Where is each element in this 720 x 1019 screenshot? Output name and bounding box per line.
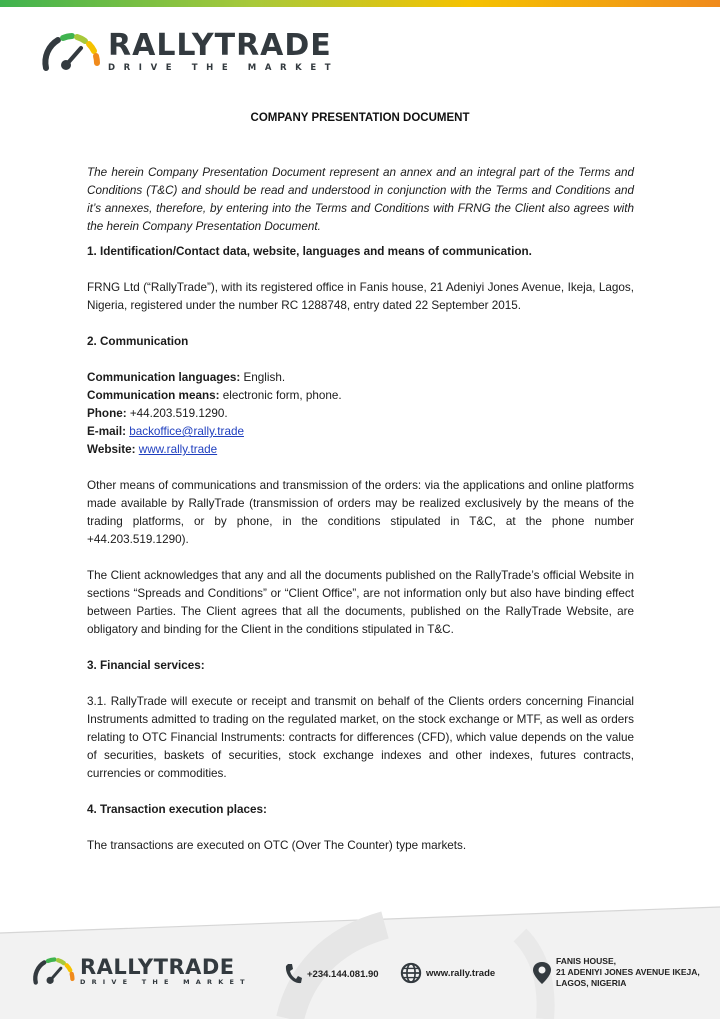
brand-name: RALLYTRADE — [108, 28, 332, 63]
means-label: Communication means: — [87, 389, 220, 402]
acknowledgement-paragraph: The Client acknowledges that any and all the documents published on the RallyTrade’s official Website in sections “Spreads and Conditions” or “Client Office”, are not information only but also have binding effect between Parties. The Client agrees that all the documents, published on the RallyTrade Website, are obligatory and binding for the Client in the conditions stipulated in T&C. — [87, 569, 634, 636]
email-link[interactable]: backoffice@rally.trade — [129, 425, 244, 438]
languages-value: English. — [240, 371, 286, 384]
address-line-1: FANIS HOUSE, — [556, 956, 616, 966]
footer-logo — [30, 955, 251, 987]
brand-color-bar — [0, 0, 720, 7]
address-line-2: 21 ADENIYI JONES AVENUE IKEJA, — [556, 967, 700, 977]
section-1-heading: 1. Identification/Contact data, website, languages and means of communication. — [87, 245, 532, 258]
phone-label: Phone: — [87, 407, 127, 420]
means-value: electronic form, phone. — [219, 389, 342, 402]
location-pin-icon — [532, 961, 552, 985]
address-line-3: LAGOS, NIGERIA — [556, 978, 627, 988]
section-3-body: 3.1. RallyTrade will execute or receipt and transmit on behalf of the Clients orders concerning Financial Instruments admitted to trading on the regulated market, on the stock exchange or MTF, as well as orders relating to OTC Financial Instruments: contracts for differences (CFD), which value depends on the value of securities, baskets of securities, stock exchange indexes and other indexes, futures contracts, currencies or commodities. — [87, 695, 634, 780]
footer-website-text[interactable]: www.rally.trade — [426, 967, 496, 979]
section-4-heading: 4. Transaction execution places: — [87, 803, 267, 816]
globe-icon — [400, 962, 422, 984]
footer-phone-text: +234.144.081.90 — [307, 968, 379, 980]
website-label: Website: — [87, 443, 136, 456]
communications-paragraph: Other means of communications and transmission of the orders: via the applications and online platforms made available by RallyTrade (transmission of orders may be realized exclusively by the means of the trading platforms, or by phone, in the conditions stipulated in T&C, at the phone number +44.203.519.1290). — [87, 479, 634, 546]
email-line — [87, 423, 634, 441]
footer-brand-name: RALLYTRADE — [80, 955, 235, 979]
page-title: COMPANY PRESENTATION DOCUMENT — [250, 112, 470, 124]
footer-website — [400, 962, 495, 984]
section-2-heading: 2. Communication — [87, 335, 189, 348]
languages-label: Communication languages: — [87, 371, 241, 384]
speedometer-logo-icon — [30, 955, 76, 987]
means-line — [87, 387, 634, 405]
speedometer-logo-icon — [38, 30, 102, 74]
footer-brand-tagline: DRIVE THE MARKET — [80, 978, 251, 986]
website-line — [87, 441, 634, 459]
footer-phone — [283, 962, 379, 986]
phone-line — [87, 405, 634, 423]
section-1-body: FRNG Ltd (“RallyTrade”), with its registered office in Fanis house, 21 Adeniyi Jones Avenue, Ikeja, Lagos, Nigeria, registered under the number RC 1288748, entry dated 22 September 2015. — [87, 281, 634, 312]
section-3-heading: 3. Financial services: — [87, 659, 205, 672]
footer-address — [532, 956, 700, 989]
phone-icon — [283, 962, 303, 986]
email-label: E-mail: — [87, 425, 126, 438]
intro-paragraph: The herein Company Presentation Document represent an annex and an integral part of the Terms and Conditions (T&C) and should be read and understood in conjunction with the Terms and Conditions and it’s annexes, therefore, by entering into the Terms and Conditions with FRNG the Client also agrees with the herein Company Presentation Document. — [87, 166, 634, 233]
footer-decoration — [0, 885, 720, 1019]
document-body — [87, 164, 634, 855]
phone-value: +44.203.519.1290. — [126, 407, 228, 420]
website-link[interactable]: www.rally.trade — [138, 443, 218, 456]
section-4-body: The transactions are executed on OTC (Over The Counter) type markets. — [87, 839, 467, 852]
brand-tagline: DRIVE THE MARKET — [108, 63, 340, 73]
languages-line — [87, 369, 634, 387]
header-logo — [38, 30, 339, 74]
